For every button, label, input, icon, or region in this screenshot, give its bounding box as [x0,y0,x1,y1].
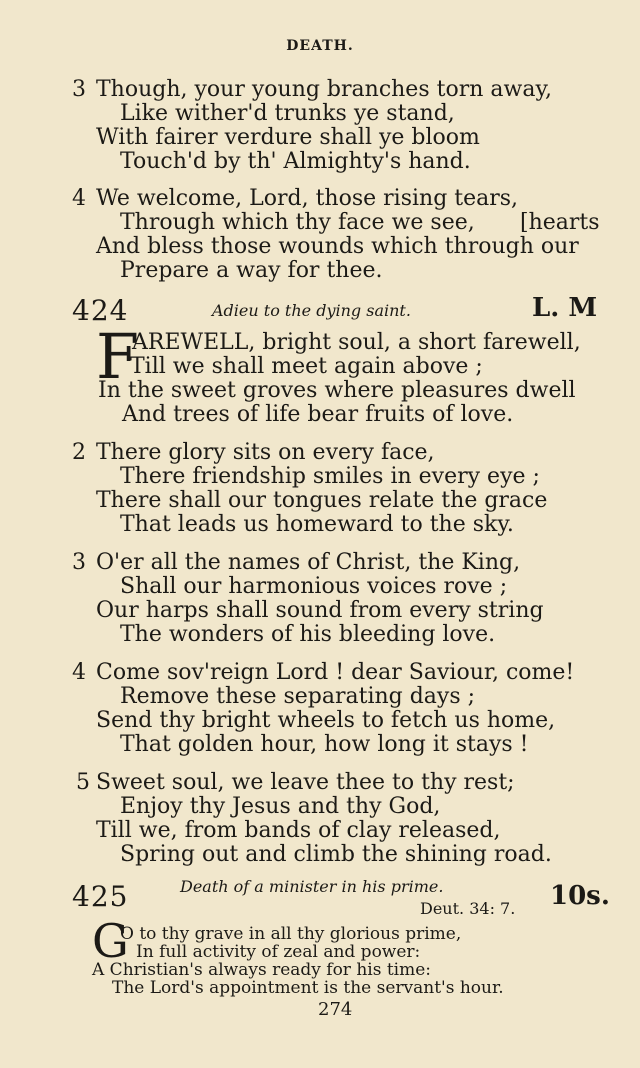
hymn-meter: 10s. [550,881,610,911]
verse-line: Shall our harmonious voices rove ; [120,574,508,599]
stanza-number: 3 [72,550,86,575]
verse-line: And trees of life bear fruits of love. [122,402,514,427]
verse-line: With fairer verdure shall ye bloom [96,125,480,150]
drop-capital: F [96,320,140,393]
verse-line: In the sweet groves where pleasures dwell [98,378,576,403]
verse-line: We welcome, Lord, those rising tears, [96,186,519,211]
hymn-title: Death of a minister in his prime. [180,877,444,896]
hymn-title: Adieu to the dying saint. [212,301,411,320]
drop-capital: G [92,914,129,968]
scripture-reference: Deut. 34: 7. [420,899,516,918]
verse-line: A Christian's always ready for his time: [92,960,432,980]
verse-line: Our harps shall sound from every string [96,598,544,623]
stanza-number: 4 [72,660,86,685]
verse-line: Though, your young branches torn away, [96,77,552,102]
stanza-number: 3 [72,77,86,102]
verse-line: O'er all the names of Christ, the King, [96,550,521,575]
hymn-meter: L. M [532,293,598,323]
verse-line: AREWELL, bright soul, a short farewell, [132,330,581,355]
verse-line: Prepare a way for thee. [120,258,383,283]
verse-line: Through which thy face we see, [120,210,475,235]
verse-line: Remove these separating days ; [120,684,476,709]
verse-line: In full activity of zeal and power: [136,942,421,962]
verse-line: Send thy bright wheels to fetch us home, [96,708,556,733]
verse-line: Till we shall meet again above ; [130,354,483,379]
verse-line: There glory sits on every face, [96,440,435,465]
verse-line-turnover: [hearts [520,210,600,235]
verse-line: Till we, from bands of clay released, [96,818,501,843]
verse-line: O to thy grave in all thy glorious prime, [120,924,462,944]
stanza-number: 2 [72,440,86,465]
verse-line: Come sov'reign Lord ! dear Saviour, come! [96,660,575,685]
hymn-number: 424 [72,294,129,327]
verse-line: There shall our tongues relate the grace [96,488,548,513]
verse-line: The Lord's appointment is the servant's hour. [112,978,504,998]
verse-line: Enjoy thy Jesus and thy God, [120,794,441,819]
verse-line: There friendship smiles in every eye ; [120,464,540,489]
stanza-number: 5 [76,770,90,795]
running-head: DEATH. [286,38,354,54]
hymn-number: 425 [72,880,129,913]
verse-line: That golden hour, how long it stays ! [120,732,529,757]
verse-line: Spring out and climb the shining road. [120,842,552,867]
stanza-number: 4 [72,186,86,211]
verse-line: And bless those wounds which through our [96,234,579,259]
verse-line: That leads us homeward to the sky. [120,512,514,537]
verse-line: Sweet soul, we leave thee to thy rest; [96,770,515,795]
page-number: 274 [318,999,353,1020]
verse-line: Like wither'd trunks ye stand, [120,101,455,126]
verse-line: The wonders of his bleeding love. [120,622,496,647]
verse-line: Touch'd by th' Almighty's hand. [120,149,471,174]
